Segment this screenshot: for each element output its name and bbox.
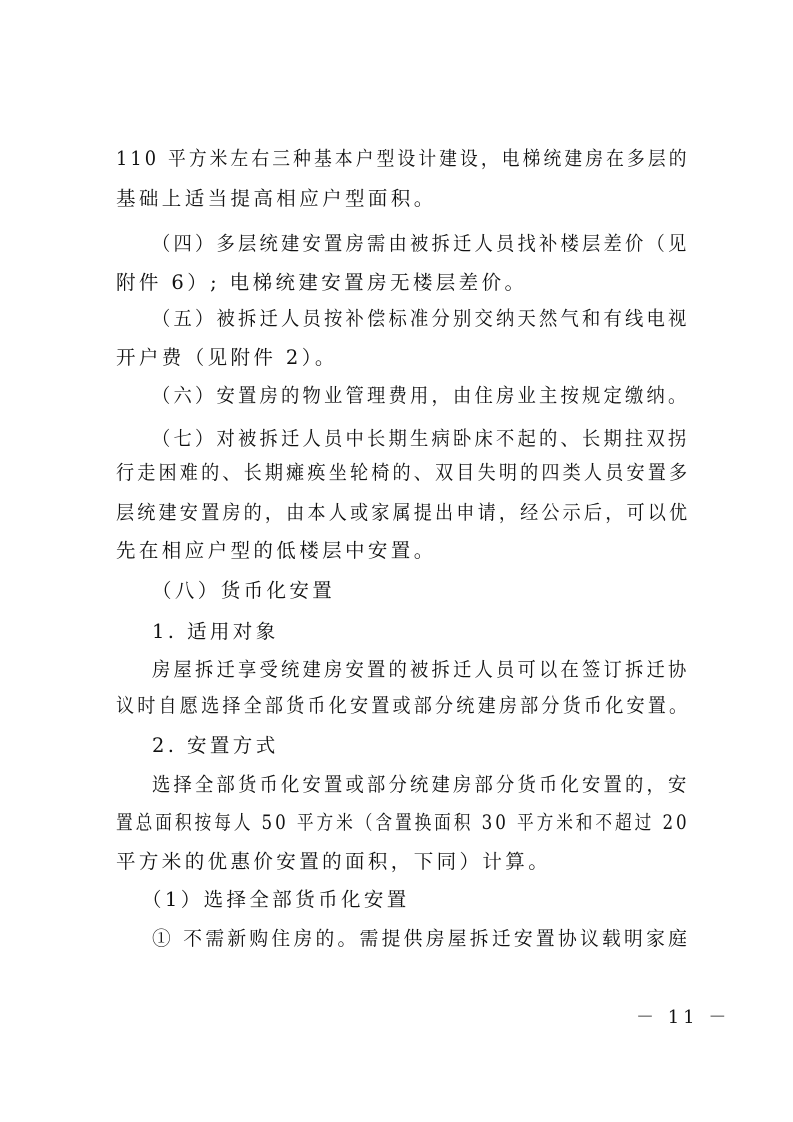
text-line: 110 平方米左右三种基本户型设计建设，电梯统建房在多层的 (116, 147, 690, 170)
text-line: 先在相应户型的低楼层中安置。 (116, 539, 437, 562)
text-line: 房屋拆迁享受统建房安置的被拆迁人员可以在签订拆迁协 (152, 658, 690, 681)
text-line: （1）选择全部货币化安置 (142, 888, 410, 911)
text-line: 附件 6）; 电梯统建安置房无楼层差价。 (116, 271, 528, 294)
text-line: （四）多层统建安置房需由被拆迁人员找补楼层差价（见 (152, 232, 690, 255)
text-line: ① 不需新购住房的。需提供房屋拆迁安置协议载明家庭 (152, 927, 691, 950)
text-line: 层统建安置房的，由本人或家属提出申请，经公示后，可以优 (116, 501, 691, 524)
text-line: 平方米的优惠价安置的面积，下同）计算。 (116, 850, 552, 873)
page-number: － 11 － (636, 1007, 731, 1028)
text-line: 行走困难的、长期瘫痪坐轮椅的、双目失明的四类人员安置多 (116, 461, 691, 484)
text-line: 2. 安置方式 (152, 734, 279, 757)
text-line: 开户费（见附件 2）。 (116, 346, 338, 369)
text-line: 置总面积按每人 50 平方米（含置换面积 30 平方米和不超过 20 (116, 811, 690, 834)
text-line: （七）对被拆迁人员中长期生病卧床不起的、长期拄双拐 (152, 427, 690, 450)
text-line: 基础上适当提高相应户型面积。 (116, 187, 437, 210)
text-line: （八）货币化安置 (152, 579, 336, 602)
text-line: 议时自愿选择全部货币化安置或部分统建房部分货币化安置。 (116, 694, 691, 717)
text-line: （五）被拆迁人员按补偿标准分别交纳天然气和有线电视 (152, 307, 690, 330)
text-line: 1. 适用对象 (152, 620, 279, 643)
text-line: 选择全部货币化安置或部分统建房部分货币化安置的，安 (152, 773, 690, 796)
text-line: （六）安置房的物业管理费用，由住房业主按规定缴纳。 (152, 384, 690, 407)
